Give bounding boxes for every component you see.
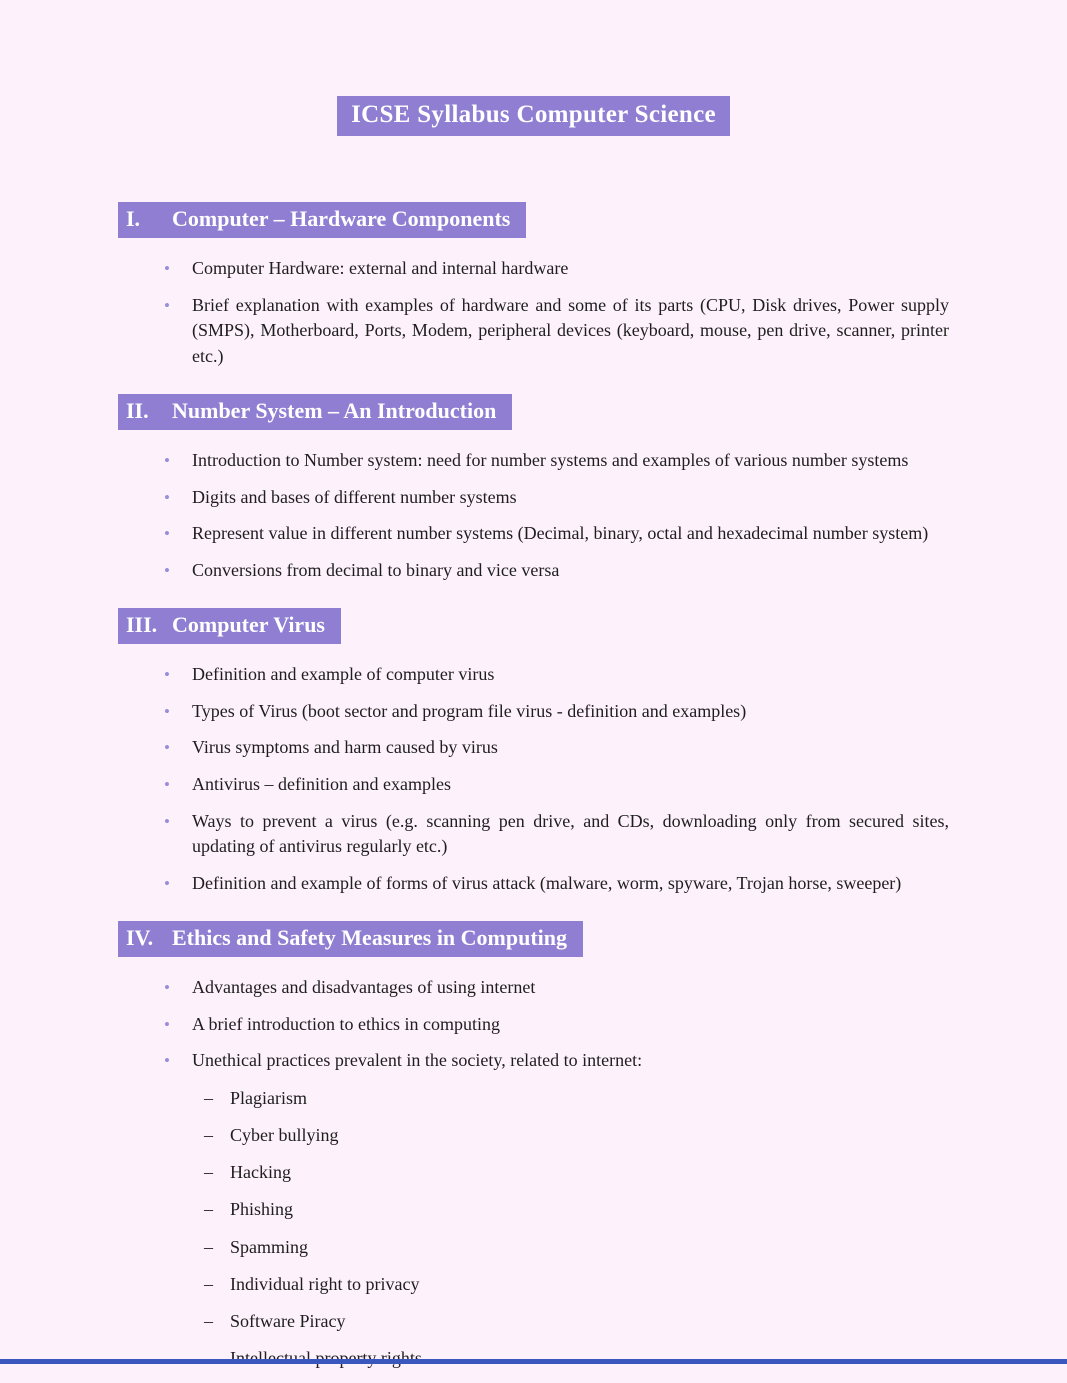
bullet-list (162, 662, 949, 896)
section-iii (118, 594, 949, 896)
bullet-text: Computer Hardware: external and internal hardware (192, 258, 569, 278)
sub-item (204, 1086, 949, 1111)
bullet-text: Ways to prevent a virus (e.g. scanning pen drive, and CDs, downloading only from secured sites, updating of antivirus regularly etc.) (192, 810, 949, 857)
bullet-item (162, 975, 949, 1001)
bullet-icon: • (164, 978, 170, 998)
bullet-content (192, 871, 949, 897)
dash-icon: – (204, 1236, 213, 1257)
section-iv (118, 907, 949, 1383)
sub-item-text: Plagiarism (230, 1087, 307, 1108)
bullet-item (162, 871, 949, 897)
bullet-item (162, 485, 949, 511)
bullet-icon: • (164, 873, 170, 893)
bullet-text: Represent value in different number systems (Decimal, binary, octal and hexadecimal number system) (192, 523, 929, 544)
bullet-item (162, 699, 949, 725)
sub-list (204, 1086, 949, 1372)
sub-item-text: Hacking (230, 1162, 291, 1183)
section-heading (118, 202, 526, 238)
bullet-text: Conversions from decimal to binary and vice versa (192, 559, 560, 580)
bullet-icon: • (164, 451, 170, 471)
bullet-content (192, 448, 949, 474)
sub-item-text: Software Piracy (230, 1310, 346, 1331)
bullet-content (192, 699, 949, 725)
bullet-icon: • (164, 487, 170, 507)
bullet-text: A brief introduction to ethics in computing (192, 1013, 500, 1034)
bullet-text: Definition and example of computer virus (192, 664, 495, 685)
bullet-content (192, 735, 949, 761)
section-title: Ethics and Safety Measures in Computing (172, 925, 568, 951)
sub-item-text: Spamming (230, 1236, 309, 1257)
bullet-text: Types of Virus (boot sector and program file virus - definition and examples) (192, 700, 747, 721)
sub-item (204, 1160, 949, 1185)
dash-icon: – (204, 1199, 213, 1220)
bullet-icon: • (164, 524, 170, 544)
bullet-icon: • (164, 811, 170, 831)
footer-divider (0, 1359, 1067, 1364)
section-number: III. (126, 612, 158, 638)
sub-item-text: Individual right to privacy (230, 1273, 420, 1294)
section-heading (118, 608, 341, 644)
bullet-content (192, 293, 949, 370)
bullet-icon: • (164, 1051, 170, 1071)
dash-icon: – (204, 1087, 213, 1108)
sub-item (204, 1272, 949, 1297)
bullet-item (162, 809, 949, 860)
bullet-content (192, 772, 949, 798)
section-heading (118, 921, 583, 957)
bullet-item (162, 293, 949, 370)
section-i (118, 188, 949, 369)
section-ii (118, 380, 949, 583)
bullet-item (162, 735, 949, 761)
page-title: ICSE Syllabus Computer Science (337, 96, 730, 136)
bullet-item (162, 256, 949, 282)
bullet-item (162, 772, 949, 798)
bullet-content (192, 1012, 949, 1038)
bullet-text: Virus symptoms and harm caused by virus (192, 737, 498, 758)
bullet-content (192, 521, 949, 547)
bullet-content (192, 662, 949, 688)
dash-icon: – (204, 1125, 213, 1146)
sub-item (204, 1123, 949, 1148)
bullet-list (162, 256, 949, 369)
title-container (118, 96, 949, 136)
sub-item (204, 1235, 949, 1260)
bullet-list (162, 975, 949, 1383)
bullet-icon: • (164, 560, 170, 580)
section-title: Computer – Hardware Components (172, 206, 511, 231)
bullet-text: Advantages and disadvantages of using internet (192, 977, 536, 998)
bullet-icon: • (164, 665, 170, 685)
section-number: II. (126, 398, 149, 424)
bullet-item (162, 448, 949, 474)
bullet-text: Digits and bases of different number systems (192, 486, 517, 507)
bullet-icon: • (164, 701, 170, 721)
bullet-content (192, 558, 949, 584)
sections-container (118, 188, 949, 1383)
sub-item-text: Cyber bullying (230, 1125, 339, 1146)
bullet-item (162, 662, 949, 688)
bullet-icon: • (164, 259, 170, 278)
bullet-text: Unethical practices prevalent in the society, related to internet: (192, 1050, 643, 1071)
bullet-icon: • (164, 738, 170, 758)
bullet-icon: • (164, 1014, 170, 1034)
bullet-icon: • (164, 775, 170, 795)
bullet-text: Introduction to Number system: need for number systems and examples of various number systems (192, 450, 909, 471)
dash-icon: – (204, 1310, 213, 1331)
section-number: IV. (126, 925, 154, 951)
dash-icon: – (204, 1162, 213, 1183)
bullet-item (162, 1048, 949, 1383)
sub-item-text: Phishing (230, 1199, 294, 1220)
section-number: I. (126, 206, 141, 231)
bullet-item (162, 1012, 949, 1038)
bullet-text: Brief explanation with examples of hardware and some of its parts (CPU, Disk drives, Power supply (SMPS), Motherboard, Ports, Modem, peripheral devices (keyboard, mouse, pen drive, scanner, printer etc.) (192, 294, 949, 366)
dash-icon: – (204, 1273, 213, 1294)
bullet-content (192, 975, 949, 1001)
bullet-text: Definition and example of forms of virus attack (malware, worm, spyware, Trojan horse, sweeper) (192, 872, 902, 893)
bullet-list (162, 448, 949, 583)
bullet-content (192, 809, 949, 860)
bullet-content (192, 256, 949, 282)
section-title: Computer Virus (172, 612, 325, 638)
section-title: Number System – An Introduction (172, 398, 497, 424)
bullet-text: Antivirus – definition and examples (192, 774, 451, 795)
sub-item (204, 1197, 949, 1222)
sub-item (204, 1309, 949, 1334)
bullet-content (192, 485, 949, 511)
bullet-content (192, 1048, 949, 1383)
section-heading (118, 394, 512, 430)
bullet-item (162, 521, 949, 547)
bullet-icon: • (164, 295, 170, 315)
bullet-item (162, 558, 949, 584)
